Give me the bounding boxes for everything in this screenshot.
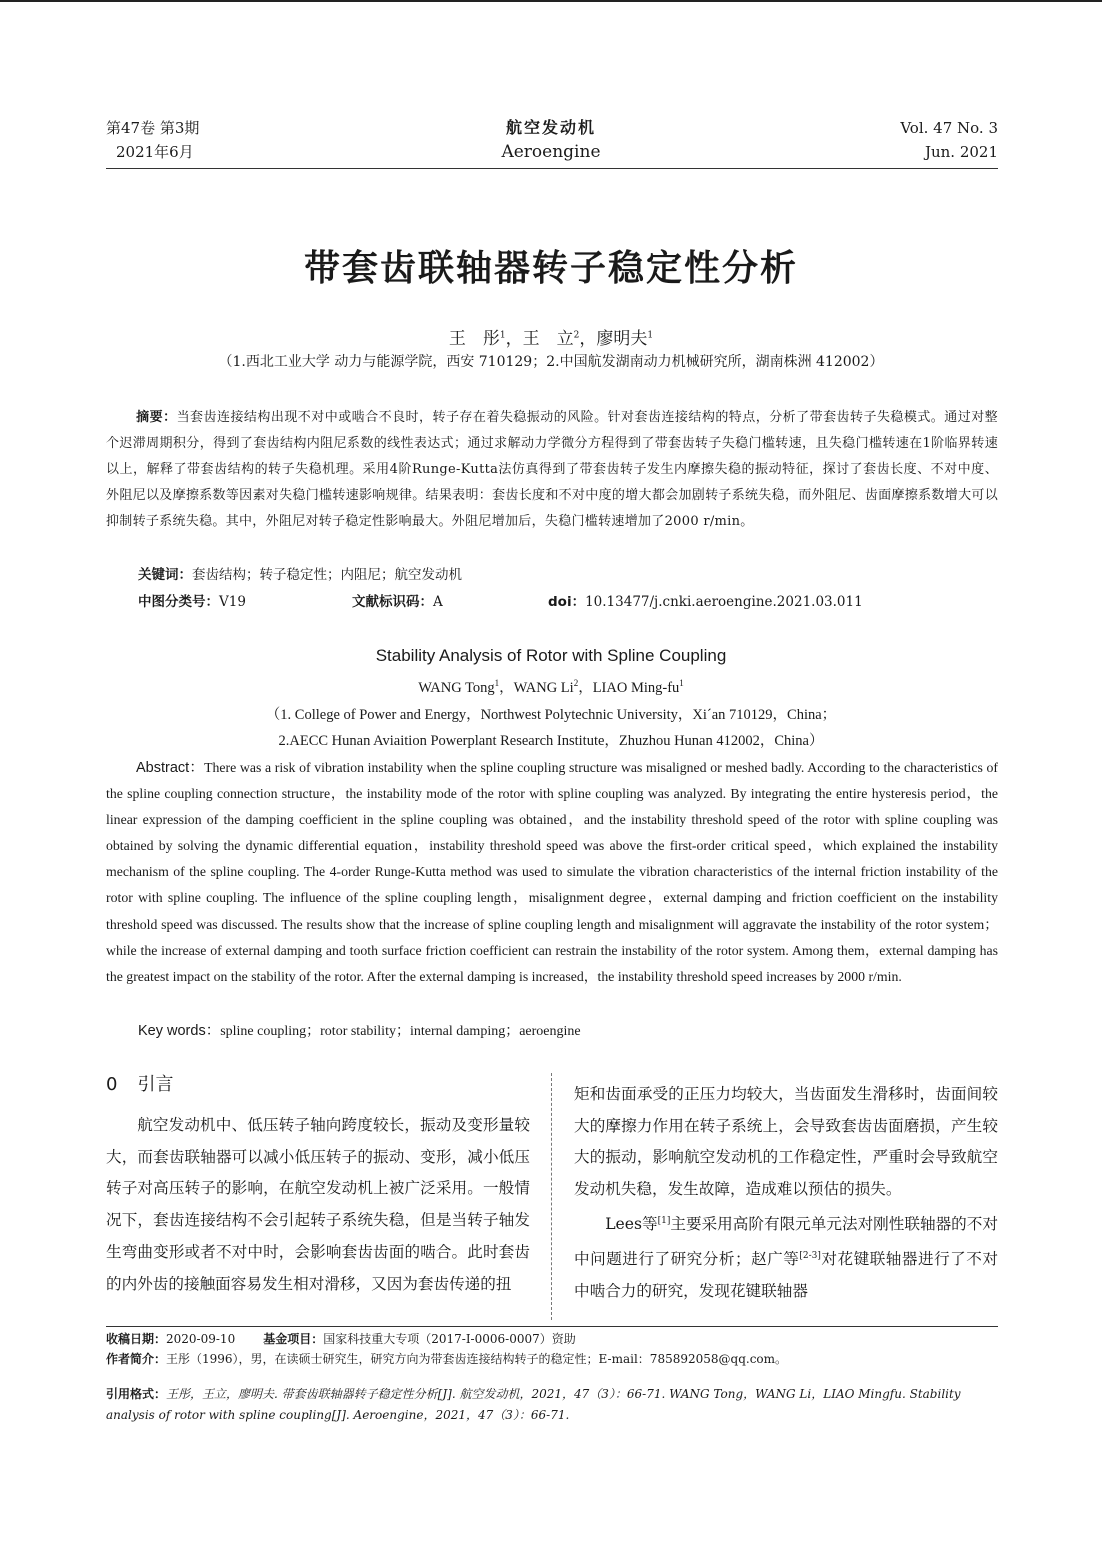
footnote-rule: [106, 1326, 998, 1327]
abstract-cn-text: 当套齿连接结构出现不对中或啮合不良时，转子存在着失稳振动的风险。针对套齿连接结构的特点，分析了带套齿转子失稳模式。通过对整个迟滞周期积分，得到了套齿结构内阻尼系数的线性表达式；通过求解动力学微分方程得到了带套齿转子失稳门槛转速，且失稳门槛转速在1阶临界转速以上，解释了带套齿结构的转子失稳机理。采用4阶Runge-Kutta法仿真得到了带套齿转子发生内摩擦失稳的振动特征，探讨了套齿长度、不对中度、外阻尼以及摩擦系数等因素对失稳门槛转速影响规律。结果表明：套齿长度和不对中度的增大都会加剧转子系统失稳，而外阻尼、齿面摩擦系数增大可以抑制转子系统失稳。其中，外阻尼对转子稳定性影响最大。外阻尼增加后，失稳门槛转速增加了2000 r/min。: [106, 410, 998, 529]
fund-value: 国家科技重大专项（2017-Ⅰ-0006-0007）资助: [323, 1332, 576, 1346]
body-text: Lees等: [605, 1215, 658, 1233]
header-date: 2021年6月: [116, 143, 194, 161]
english-author-name: WANG Li: [513, 680, 574, 696]
english-author-affil-mark: 1: [494, 678, 500, 689]
keywords-en-label: Key words：: [138, 1023, 221, 1039]
author-name: 王 立: [522, 329, 574, 349]
clc-label: 中图分类号：: [138, 594, 219, 610]
abstract-en: [106, 755, 998, 990]
author-list: 王 彤$^1$，王 立$^2$，廖明夫$^1$: [448, 329, 654, 349]
doi: [548, 590, 863, 610]
reference-mark[interactable]: [2-3]: [799, 1250, 821, 1261]
body-paragraph: 矩和齿面承受的正压力均较大，当齿面发生滑移时，齿面间较大的摩擦力作用在转子系统上，会导致套齿齿面磨损，产生较大的振动，影响航空发动机的工作稳定性，严重时会导致航空发动机失稳，发生故障，造成难以预估的损失。: [574, 1085, 998, 1199]
body-column-left: [106, 1110, 530, 1300]
abstract-cn-label: 摘要：: [136, 410, 177, 425]
header-date-en: Jun. 2021: [924, 143, 998, 161]
author-name: 王 彤: [448, 329, 500, 349]
doc-code-label: 文献标识码：: [352, 594, 433, 610]
keywords-cn-label: 关键词：: [138, 567, 192, 583]
section-heading: [106, 1070, 173, 1096]
fund-label: 基金项目：: [263, 1332, 324, 1346]
document-code: [352, 590, 443, 610]
section-title: 引言: [137, 1074, 174, 1095]
citation-label: 引用格式：: [106, 1387, 167, 1401]
body-paragraph: [574, 1206, 998, 1307]
header-volume-issue: 第47卷 第3期: [106, 119, 200, 137]
author-bio-label: 作者简介：: [106, 1352, 167, 1366]
section-number: 0: [106, 1074, 118, 1095]
english-author-affil-mark: 1: [679, 678, 684, 689]
body-column-right: [574, 1079, 998, 1307]
keywords-en: [138, 1019, 581, 1040]
journal-name-en: Aeroengine: [501, 142, 601, 162]
doi-label: doi：: [548, 594, 586, 610]
footnote-author-bio: [106, 1350, 787, 1367]
body-text: 对花键联轴器进行了不对中啮合力的研究，发现花键联轴器: [574, 1249, 998, 1300]
doc-code-value: A: [433, 594, 443, 610]
top-border-line: [0, 0, 1102, 2]
abstract-cn: [106, 405, 998, 535]
column-separator: [551, 1073, 552, 1320]
paper-title: 带套齿联轴器转子稳定性分析: [303, 248, 798, 289]
received-value: 2020-09-10: [166, 1332, 236, 1346]
received-label: 收稿日期：: [106, 1332, 167, 1346]
author-affil-mark: 2: [573, 330, 580, 341]
english-author-list: WANG Tong$^1$，WANG Li$^2$，LIAO Ming-$fu^1$: [418, 678, 684, 696]
author-name: 廖明夫: [596, 329, 648, 349]
english-author-name: LIAO Ming-fu: [592, 680, 680, 696]
citation-format: [106, 1384, 998, 1426]
citation-text: 王彤，王立，廖明夫. 带套齿联轴器转子稳定性分析[J]. 航空发动机，2021，47（3）：66-71. WANG Tong，WANG Li，LIAO Mingfu. Stability analysis of rotor with spline coupling[J]. Aeroengine，2021，47（3）：66-71.: [106, 1387, 961, 1422]
keywords-en-text: spline coupling；rotor stability；internal damping；aeroengine: [220, 1024, 581, 1039]
english-affiliation-1: （1. College of Power and Energy，Northwest Polytechnic University，Xi´an 710129，China；: [265, 707, 837, 723]
author-affil-mark: 1: [499, 330, 506, 341]
header-rule: [106, 168, 998, 169]
body-text: 主要采用高阶有限元单元法对刚性联轴器的不对中问题进行了研究分析；赵广等: [574, 1215, 998, 1268]
english-affiliation-2: 2.AECC Hunan Aviaition Powerplant Research Institute，Zhuzhou Hunan 412002，China）: [278, 733, 824, 749]
author-bio-value: 王彤（1996），男，在读硕士研究生，研究方向为带套齿连接结构转子的稳定性；E-mail：785892058@qq.com。: [166, 1352, 788, 1366]
keywords-cn-text: 套齿结构；转子稳定性；内阻尼；航空发动机: [192, 567, 462, 583]
english-author-name: WANG Tong: [418, 680, 495, 696]
clc-value: V19: [219, 594, 246, 610]
journal-name-cn: 航空发动机: [505, 118, 596, 137]
author-affiliations: （1.西北工业大学 动力与能源学院，西安 710129；2.中国航发湖南动力机械研究所，湖南株洲 412002）: [218, 354, 884, 370]
header-volume-issue-en: Vol. 47 No. 3: [900, 119, 998, 137]
english-title: Stability Analysis of Rotor with Spline Coupling: [375, 646, 727, 665]
body-paragraph: 航空发动机中、低压转子轴向跨度较长，振动及变形量较大，而套齿联轴器可以减小低压转子的振动、变形，减小低压转子对高压转子的影响，在航空发动机上被广泛采用。一般情况下，套齿连接结构不会引起转子系统失稳，但是当转子轴发生弯曲变形或者不对中时，会影响套齿齿面的啮合。此时套齿的内外齿的接触面容易发生相对滑移，又因为套齿传递的扭: [106, 1116, 530, 1293]
footnote-received-fund: [106, 1330, 576, 1347]
clc-number: [138, 590, 246, 610]
doi-value: 10.13477/j.cnki.aeroengine.2021.03.011: [585, 594, 863, 610]
abstract-en-label: Abstract：: [136, 760, 205, 776]
header-issue-info-en: [900, 116, 998, 164]
keywords-cn: [138, 563, 462, 583]
abstract-en-text: There was a risk of vibration instability when the spline coupling structure was misaligned or meshed badly. According to the characteristics of the spline coupling connection structure，the instability mode of the rotor with spline coupling was analyzed. By integrating the entire hysteresis period，the linear expression of the damping coefficient in the spline coupling was obtained，and the instability threshold speed of the rotor with spline coupling was obtained by solving the dynamic differential equation，instability threshold speed was above the first-order critical speed，which explained the instability mechanism of the spline coupling. The 4-order Runge-Kutta method was used to simulate the vibration characteristics of the internal friction instability of the rotor with spline coupling. The influence of the spline coupling length，misalignment degree，external damping and friction coefficient on the instability threshold speed was discussed. The results show that the increase of spline coupling length and misalignment will aggravate the instability of the rotor system；while the increase of external damping and tooth surface friction coefficient can restrain the instability of the rotor system. Among them，external damping has the greatest impact on the stability of the rotor. After the external damping is increased，the instability threshold speed increases by 2000 r/min.: [106, 760, 998, 984]
english-author-affil-mark: 2: [573, 678, 579, 689]
author-affil-mark: 1: [647, 330, 654, 341]
reference-mark[interactable]: [1]: [657, 1215, 671, 1226]
